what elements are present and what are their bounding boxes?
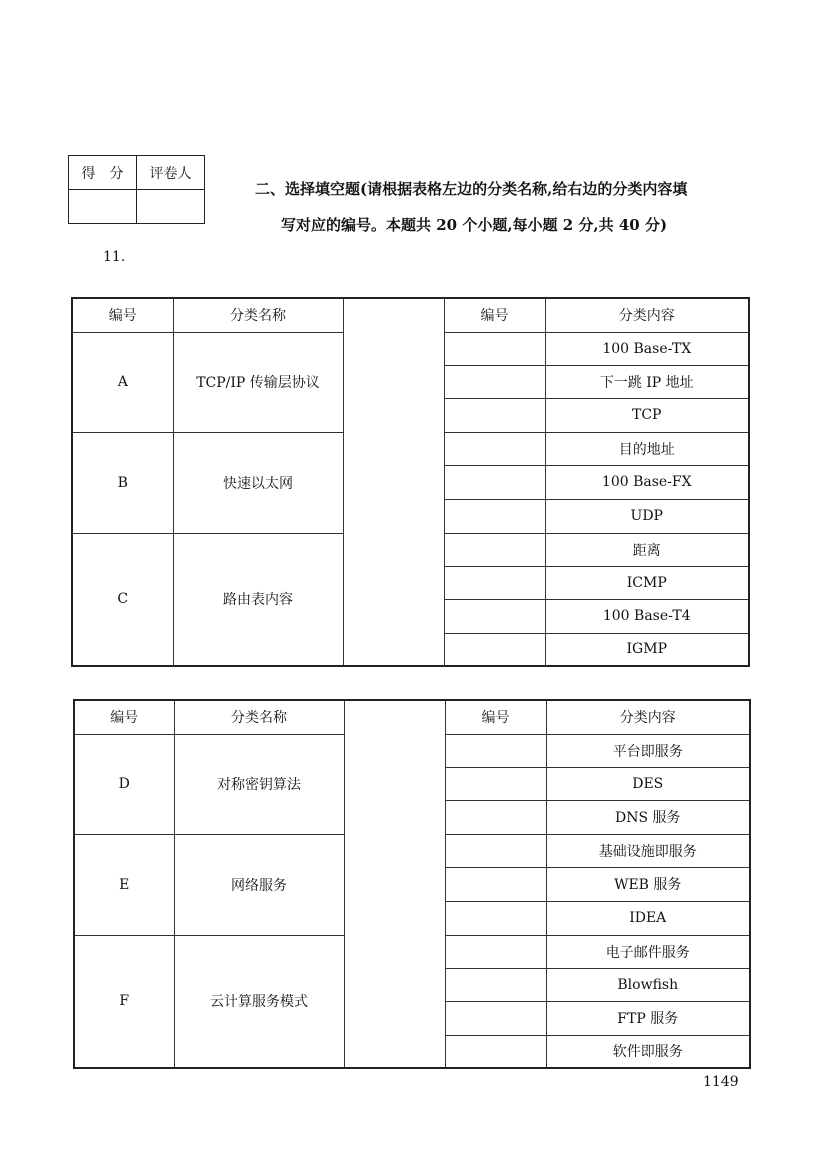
- matching-table-2: [73, 699, 751, 1069]
- category-name: 网络服务: [174, 834, 344, 935]
- category-name: 路由表内容: [173, 533, 343, 666]
- header-id: 编号: [74, 700, 174, 734]
- content-item: 电子邮件服务: [546, 935, 750, 968]
- content-item: 平台即服务: [546, 734, 750, 767]
- header-content: 分类内容: [546, 700, 750, 734]
- header-content: 分类内容: [545, 298, 749, 332]
- content-item: DES: [546, 767, 750, 800]
- answer-cell[interactable]: [445, 935, 546, 968]
- content-item: 下一跳 IP 地址: [545, 365, 749, 398]
- content-item: 距离: [545, 533, 749, 566]
- category-id: A: [72, 332, 173, 432]
- spacer-column: [343, 298, 444, 666]
- content-item: 目的地址: [545, 432, 749, 465]
- spacer-column: [344, 700, 445, 1068]
- answer-cell[interactable]: [445, 1035, 546, 1068]
- answer-cell[interactable]: [445, 734, 546, 767]
- answer-cell[interactable]: [445, 901, 546, 935]
- matching-table-1: [71, 297, 750, 667]
- category-id: B: [72, 432, 173, 533]
- score-box: [68, 155, 205, 224]
- answer-cell[interactable]: [445, 867, 546, 901]
- content-item: DNS 服务: [546, 800, 750, 834]
- content-item: 100 Base-FX: [545, 465, 749, 499]
- category-name: 对称密钥算法: [174, 734, 344, 834]
- content-item: 软件即服务: [546, 1035, 750, 1068]
- category-id: E: [74, 834, 174, 935]
- grader-value-cell[interactable]: [137, 190, 205, 224]
- section-title: 二、选择填空题(请根据表格左边的分类名称,给右边的分类内容填: [255, 180, 688, 198]
- content-item: 基础设施即服务: [546, 834, 750, 867]
- answer-cell[interactable]: [444, 465, 545, 499]
- content-item: Blowfish: [546, 968, 750, 1001]
- question-number: 11.: [103, 249, 126, 265]
- content-item: IDEA: [546, 901, 750, 935]
- content-item: WEB 服务: [546, 867, 750, 901]
- page-number: 1149: [703, 1074, 739, 1090]
- header-category: 分类名称: [173, 298, 343, 332]
- answer-cell[interactable]: [444, 332, 545, 365]
- content-item: ICMP: [545, 566, 749, 599]
- header-id: 编号: [72, 298, 173, 332]
- content-item: FTP 服务: [546, 1001, 750, 1035]
- score-value-cell[interactable]: [69, 190, 137, 224]
- category-name: TCP/IP 传输层协议: [173, 332, 343, 432]
- answer-cell[interactable]: [444, 633, 545, 666]
- answer-cell[interactable]: [444, 398, 545, 432]
- answer-cell[interactable]: [444, 533, 545, 566]
- content-item: 100 Base-T4: [545, 599, 749, 633]
- content-item: IGMP: [545, 633, 749, 666]
- content-item: UDP: [545, 499, 749, 533]
- answer-cell[interactable]: [445, 800, 546, 834]
- header-category: 分类名称: [174, 700, 344, 734]
- category-id: C: [72, 533, 173, 666]
- section-title-line2: 写对应的编号。本题共 20 个小题,每小题 2 分,共 40 分): [281, 216, 668, 234]
- header-answer-id: 编号: [445, 700, 546, 734]
- grader-label: 评卷人: [137, 156, 205, 190]
- answer-cell[interactable]: [445, 834, 546, 867]
- header-answer-id: 编号: [444, 298, 545, 332]
- answer-cell[interactable]: [445, 968, 546, 1001]
- content-item: 100 Base-TX: [545, 332, 749, 365]
- answer-cell[interactable]: [445, 767, 546, 800]
- answer-cell[interactable]: [444, 566, 545, 599]
- category-id: D: [74, 734, 174, 834]
- category-name: 云计算服务模式: [174, 935, 344, 1068]
- content-item: TCP: [545, 398, 749, 432]
- answer-cell[interactable]: [445, 1001, 546, 1035]
- category-name: 快速以太网: [173, 432, 343, 533]
- answer-cell[interactable]: [444, 432, 545, 465]
- score-label: 得 分: [69, 156, 137, 190]
- category-id: F: [74, 935, 174, 1068]
- answer-cell[interactable]: [444, 365, 545, 398]
- answer-cell[interactable]: [444, 499, 545, 533]
- answer-cell[interactable]: [444, 599, 545, 633]
